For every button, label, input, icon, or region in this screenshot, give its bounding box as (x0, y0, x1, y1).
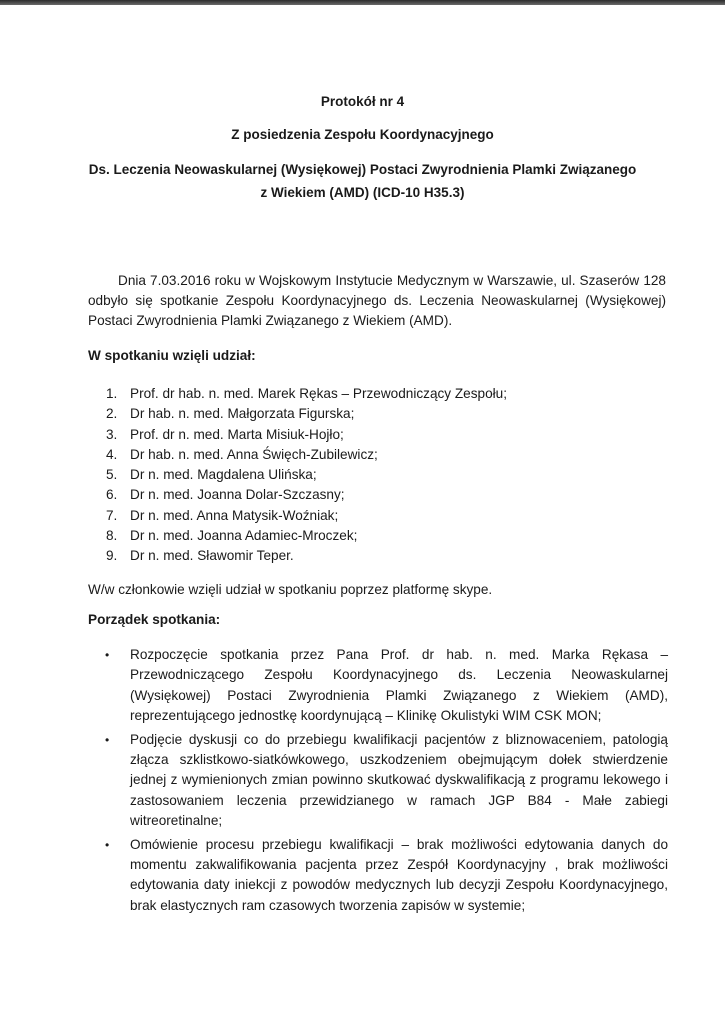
bullet-icon: • (105, 837, 110, 852)
agenda-item: • Rozpoczęcie spotkania przez Pana Prof. dr hab. n. med. Marka Rękasa – Przewodniczącego Zespołu Koordynacyjnego ds. Leczenia Neowaskularnej (Wysiękowej) Postaci Zwyrodnienia Plamki Związanego z Wiekiem (AMD), reprezentującego jednostkę koordynującą – Klinikę Okulistyki WIM CSK MON; (105, 647, 668, 724)
bullet-icon: • (105, 648, 110, 662)
participation-note: W/w członkowie wzięli udział w spotkaniu poprzez platformę skype. (88, 582, 493, 597)
list-item: 5. Dr n. med. Magdalena Ulińska; (106, 467, 317, 483)
session-title: Z posiedzenia Zespołu Koordynacyjnego (231, 127, 494, 142)
participants-heading: W spotkaniu wzięli udział: (88, 348, 256, 363)
list-item: 7. Dr n. med. Anna Matysik-Woźniak; (106, 507, 339, 523)
list-item: 2. Dr hab. n. med. Małgorzata Figurska; (106, 406, 355, 422)
list-item: 9. Dr n. med. Sławomir Teper. (106, 548, 294, 564)
subject-line-1: Ds. Leczenia Neowaskularnej (Wysiękowej) Postaci Zwyrodnienia Plamki Związanego (88, 162, 637, 177)
agenda-heading: Porządek spotkania: (88, 612, 221, 627)
participants-list (88, 384, 648, 567)
list-item: 3. Prof. dr n. med. Marta Misiuk-Hojło; (106, 426, 344, 442)
list-item: 6. Dr n. med. Joanna Dolar-Szczasny; (106, 487, 345, 503)
agenda-item: • Podjęcie dyskusji co do przebiegu kwalifikacji pacjentów z bliznowaceniem, patologią złącza szklistkowo-siatkówkowego, uszkodzeniem obejmującym dołek stwierdzenie jednej z wymienionych zmian powinno skutkować dyskwalifikacją z programu lekowego i zastosowaniem leczenia przewidzianego w ramach JGP B84 - Małe zabiegi witreoretinalne; (105, 731, 668, 829)
intro-paragraph: Dnia 7.03.2016 roku w Wojskowym Instytucie Medycznym w Warszawie, ul. Szaserów 128 odbyło się spotkanie Zespołu Koordynacyjnego ds. Leczenia Neowaskularnej (Wysiękowej) Postaci Zwyrodnienia Plamki Związanego z Wiekiem (AMD). (88, 273, 666, 328)
subject-line-2: z Wiekiem (AMD) (ICD-10 H35.3) (260, 185, 465, 200)
agenda-list (88, 645, 668, 919)
bullet-icon: • (105, 732, 110, 747)
agenda-item: • Omówienie procesu przebiegu kwalifikacji – brak możliwości edytowania danych do momentu zakwalifikowania pacjenta przez Zespół Koordynacyjny , brak możliwości edytowania daty iniekcji z powodów medycznych lub decyzji Zespołu Koordynacyjnego, brak elastycznych ram czasowych tworzenia zapisów w systemie; (105, 836, 668, 913)
list-item: 4. Dr hab. n. med. Anna Święch-Zubilewicz; (106, 446, 378, 462)
list-item: 1. Prof. dr hab. n. med. Marek Rękas – Przewodniczący Zespołu; (106, 386, 508, 401)
list-item: 8. Dr n. med. Joanna Adamiec-Mroczek; (106, 528, 358, 544)
protocol-title: Protokół nr 4 (320, 94, 405, 109)
